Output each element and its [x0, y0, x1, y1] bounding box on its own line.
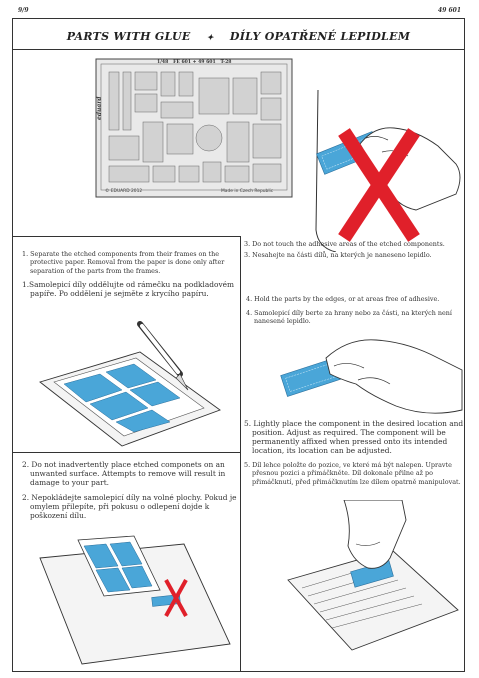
- fret-header-text: [157, 60, 231, 65]
- sheet-stray-part-drawing: [34, 534, 234, 668]
- fret-code: FE 601 + 49 601: [173, 60, 216, 65]
- fret-brand: eduard: [96, 96, 103, 120]
- illustration-cut-parts: [30, 312, 230, 448]
- title-separator: ✦: [206, 32, 214, 42]
- fret-scale: 1/48: [157, 60, 169, 65]
- title-divider: [12, 49, 465, 50]
- illustration-press-part: [282, 500, 462, 668]
- left-divider-1: [12, 236, 240, 237]
- fret-made-in: Made in Czech Republic: [221, 189, 274, 194]
- step-5-cz: 5. Díl lehce položte do pozice, ve které má být nalepen. Upravte přesnou pozici a přimáčkněte. Díl dokonale přilne až po přimáčknutí, před přimáčknutím lze dílem opatrně manipulovat.: [244, 461, 461, 486]
- step-2-cz: 2. Nepokládejte samolepicí díly na volné plochy. Pokud je omylem přilepíte, při pokusu o odlepení dojde k poškození dílu.: [22, 493, 237, 520]
- step-2-en: 2. Do not inadvertently place etched componets on an unwanted surface. Attempts to remove will result in damage to your part.: [22, 460, 226, 487]
- hand-touch-drawing: [296, 90, 466, 252]
- page-number: 9/9: [18, 7, 29, 14]
- illustration-unwanted-surface: [34, 534, 234, 668]
- title-english: PARTS WITH GLUE: [66, 30, 191, 43]
- fret-drawing: [95, 58, 293, 198]
- step-5-en: 5. Lightly place the component in the desired location and position. Adjust as required. The component will be permanently affixed when pressed onto its intended location, its location can be adjusted.: [244, 419, 464, 455]
- page-title: [12, 30, 465, 43]
- step-4-cz: 4. Samolepicí díly berte za hrany nebo za části, na kterých není nanesené lepidlo.: [246, 309, 452, 326]
- step-3-en: 3. Do not touch the adhesive areas of the etched components.: [244, 240, 445, 248]
- illustration-dont-touch: [296, 90, 466, 252]
- hand-hold-drawing: [268, 330, 464, 422]
- step-1-cz: 1.Samolepicí díly oddělujte od rámečku na podkladovém papíře. Po oddělení je sejměte z krycího papíru.: [22, 280, 235, 298]
- fret-copyright: © EDUARD 2012: [105, 189, 143, 194]
- left-divider-2: [12, 452, 240, 453]
- step-3-cz: 3. Nesahejte na části dílů, na kterých je naneseno lepidlo.: [244, 251, 432, 259]
- fret-model: T-28: [220, 60, 232, 65]
- illustration-hold-edges: [268, 330, 464, 422]
- column-divider: [240, 236, 241, 672]
- knife-sheet-drawing: [30, 312, 230, 448]
- finger-press-drawing: [282, 500, 462, 668]
- step-4-en: 4. Hold the parts by the edges, or at areas free of adhesive.: [246, 295, 440, 303]
- etched-fret: [95, 58, 293, 198]
- doc-number: 49 601: [438, 7, 461, 14]
- title-czech: DÍLY OPATŘENÉ LEPIDLEM: [229, 30, 411, 43]
- step-1-en: 1. Separate the etched components from their frames on the protective paper. Removal from the paper is done only after separation of the parts from the frames.: [22, 250, 225, 275]
